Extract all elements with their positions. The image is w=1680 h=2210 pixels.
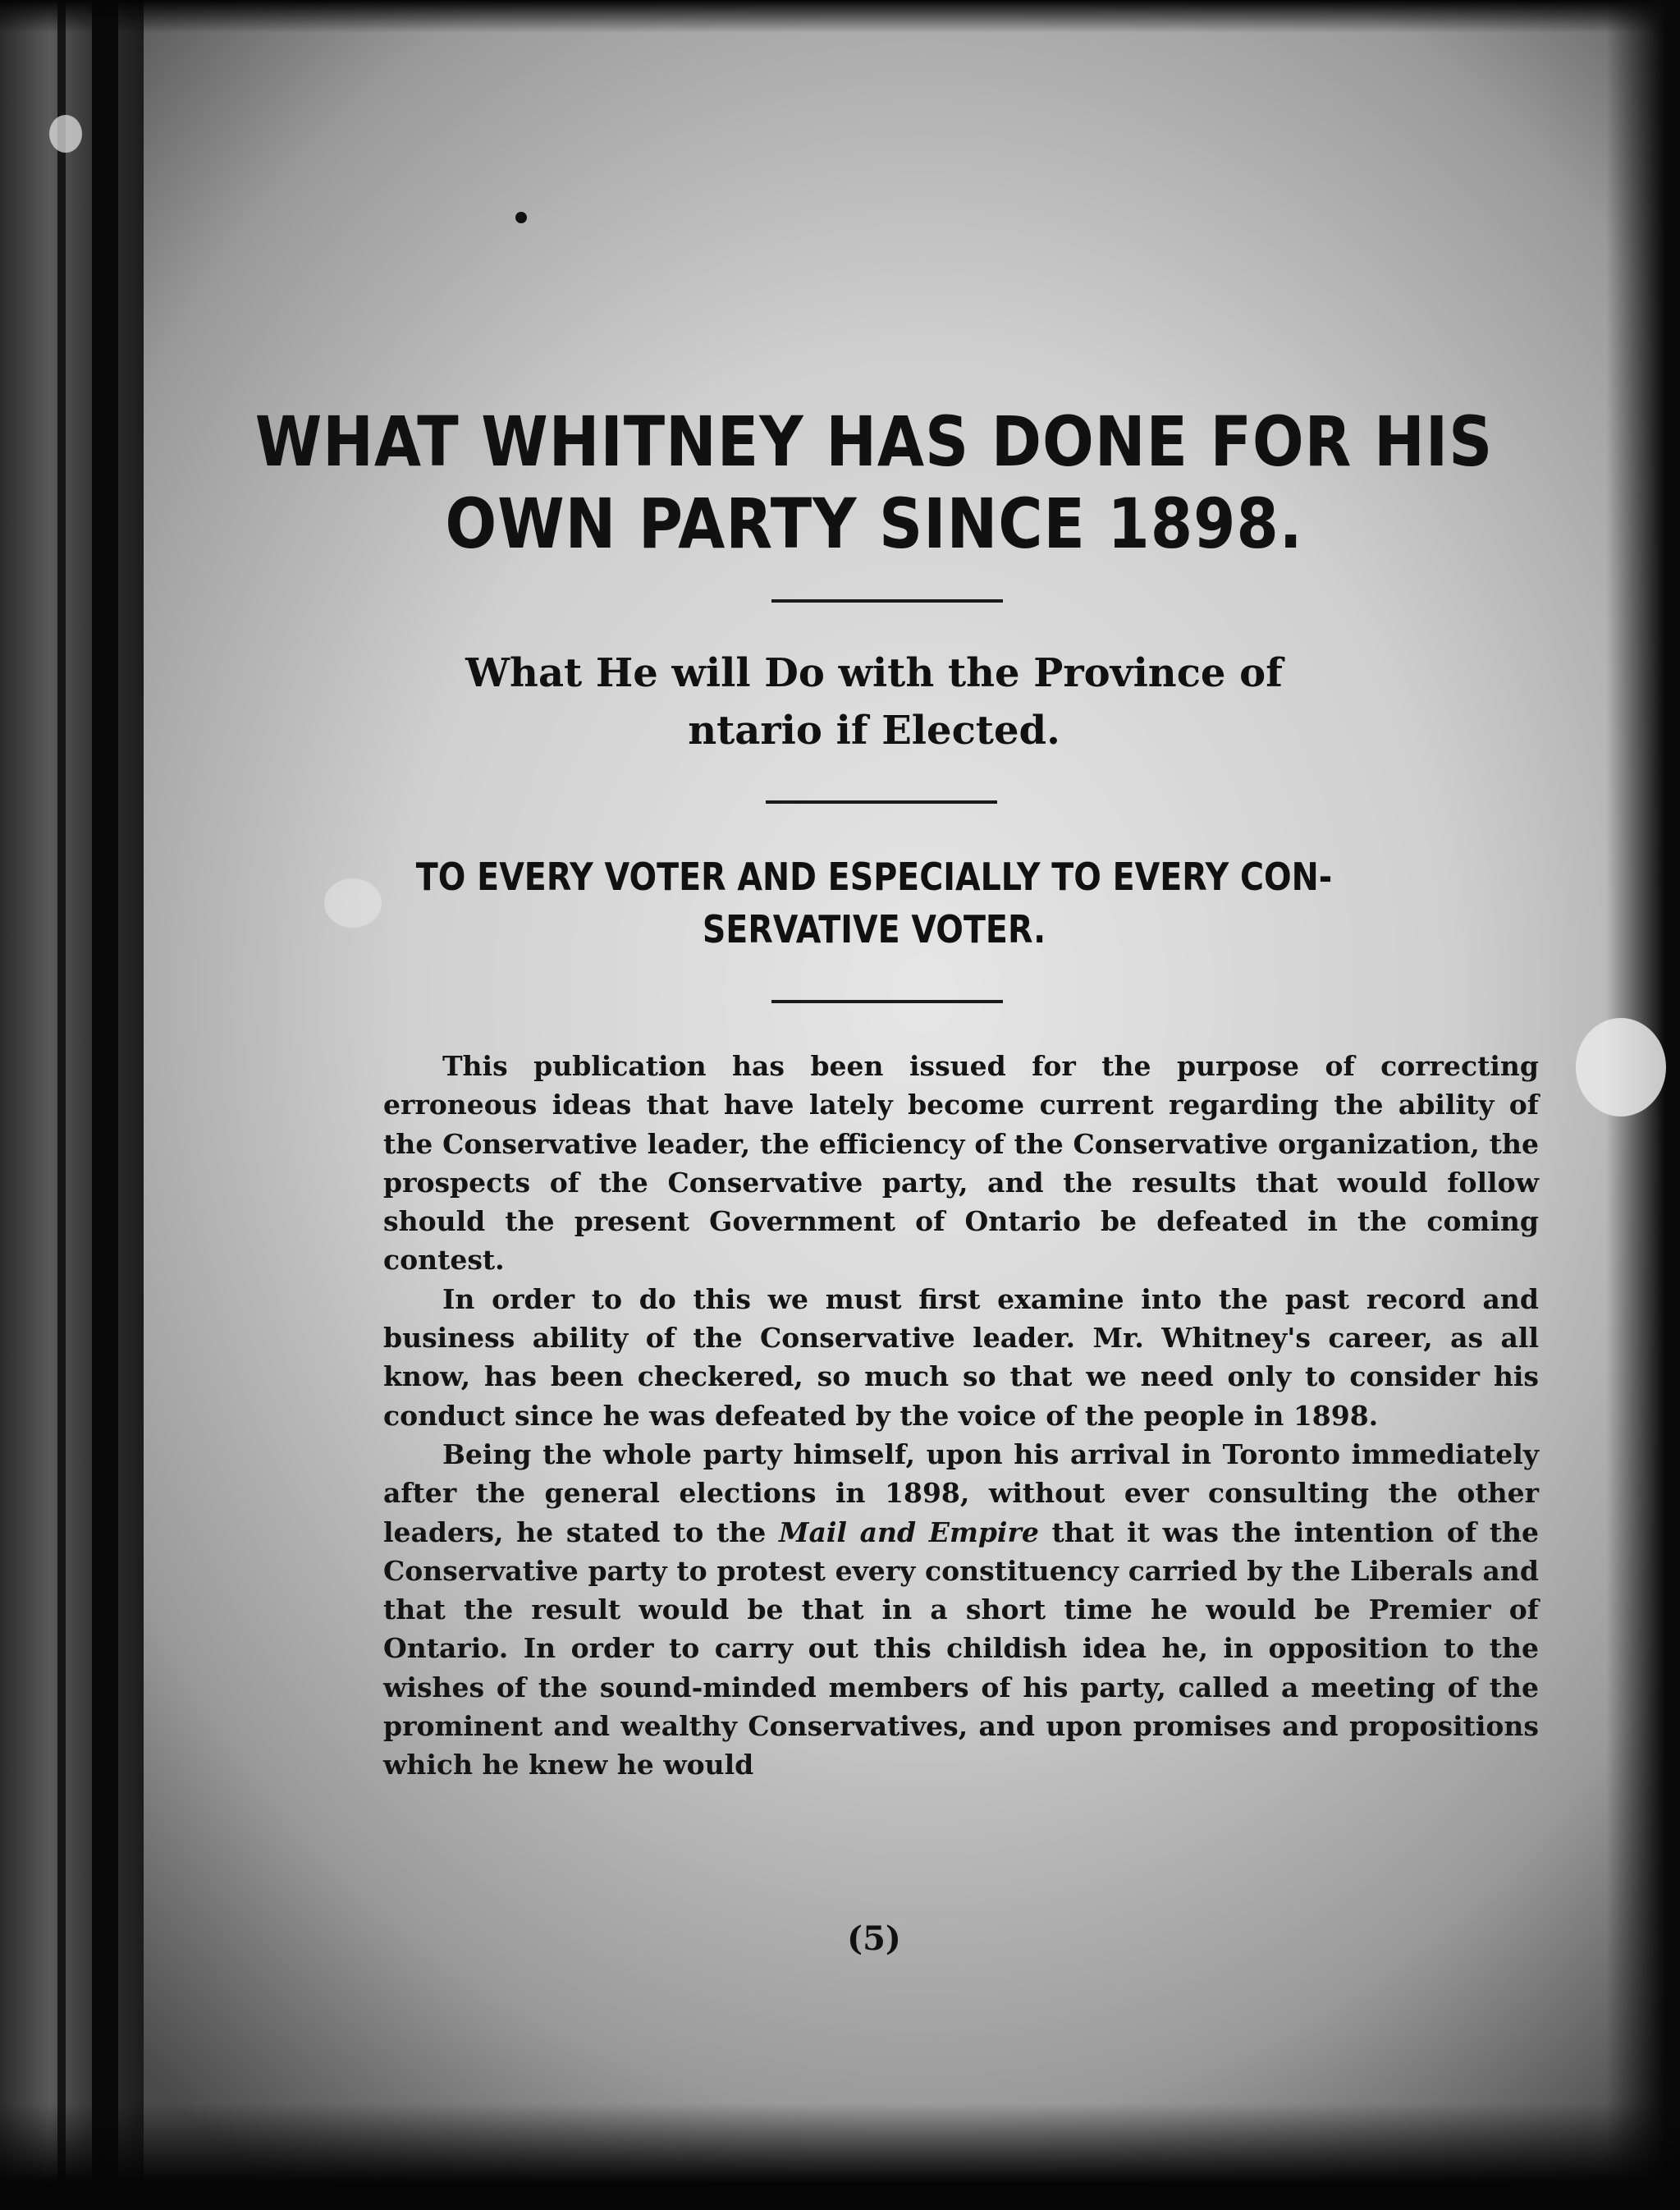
binding-shadow — [57, 0, 66, 2210]
paragraph-text: In order to do this we must first examine into the past record and business ability of the Conservative leader. Mr. Whitney's career, as all know, has been checkered, so much so that we need only to consider his conduct since he was defeated by the voice of the people in 1898. — [383, 1282, 1539, 1432]
subtitle-line: ntario if Elected. — [688, 708, 1060, 754]
binding-edge — [92, 0, 118, 2210]
title-line: OWN PARTY SINCE 1898. — [445, 484, 1303, 564]
title-line: WHAT WHITNEY HAS DONE FOR HIS — [254, 401, 1494, 482]
address-line: SERVATIVE VOTER. — [702, 907, 1046, 951]
subtitle-line: What He will Do with the Province of — [465, 650, 1283, 696]
address-line: TO EVERY VOTER AND ESPECIALLY TO EVERY CON- — [415, 855, 1333, 899]
paragraph-text: This publication has been issued for the purpose of correcting erroneous ideas that have lately become current regarding the ability of the Conservative leader, the efficiency of the Conservative organization, the prospects of the Conservative party, and the results that would follow should the present Government of Ontario be defeated in the coming contest. — [383, 1050, 1539, 1277]
document-page — [144, 0, 1604, 2210]
voter-address-heading — [246, 851, 1503, 956]
book-binding — [0, 0, 144, 2210]
paragraph-text: Being the whole party himself, upon his arrival in Toronto immediately after the general elections in 1898, without ever consulting the other leaders, he stated to the — [383, 1437, 1539, 1548]
divider-rule — [771, 599, 1003, 603]
paragraph — [383, 1047, 1539, 1280]
page-subtitle — [144, 644, 1604, 759]
scan-speck — [49, 115, 82, 153]
page-title — [231, 401, 1517, 565]
paragraph — [383, 1280, 1539, 1435]
divider-rule — [771, 1000, 1003, 1003]
newspaper-name: Mail and Empire — [778, 1515, 1039, 1548]
paragraph-text: that it was the intention of the Conservative party to protest every constituency carried by the Liberals and that the result would be that in a short time he would be Premier of Ontario. In order to carry out this childish idea he, in opposition to the wishes of the sound-minded members of his party, called a meeting of the prominent and wealthy Conservatives, and upon promises and propositions which he knew he would — [383, 1515, 1539, 1781]
paragraph — [383, 1435, 1539, 1785]
page-number: (5) — [847, 1919, 901, 1958]
divider-rule — [766, 800, 997, 804]
body-text — [383, 1047, 1539, 1785]
